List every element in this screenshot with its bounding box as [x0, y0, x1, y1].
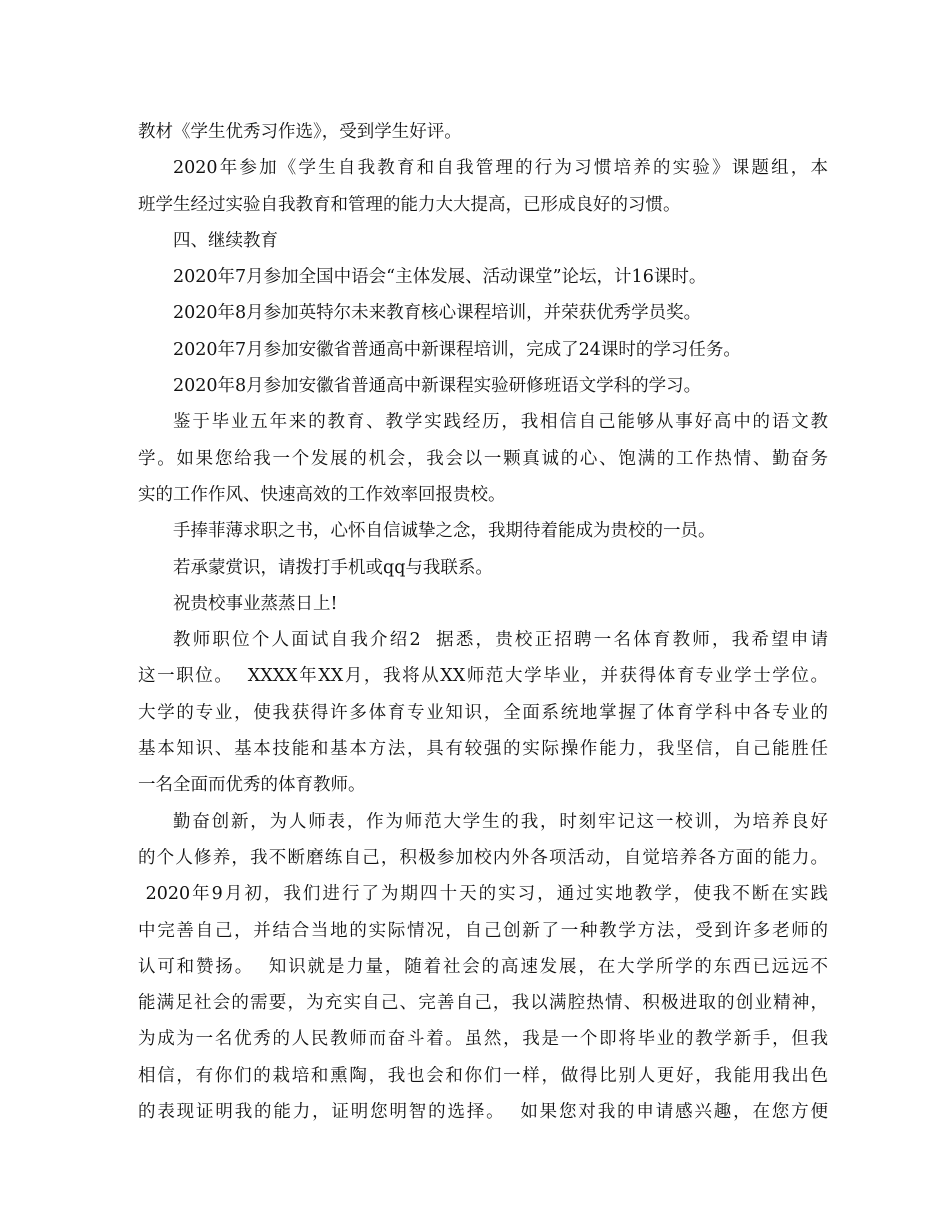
text-line: 勤奋创新，为人师表，作为师范大学生的我，时刻牢记这一校训，为培养良好	[173, 811, 828, 832]
text-line: 为成为一名优秀的人民教师而奋斗着。虽然，我是一个即将毕业的教学新手，但我	[138, 1029, 828, 1050]
text-line: 能满足社会的需要，为充实自己、完善自己，我以满腔热情、积极进取的创业精神，	[138, 993, 828, 1014]
text-line: 的个人修养，我不断磨练自己，积极参加校内外各项活动，自觉培养各方面的能力。	[138, 847, 828, 868]
text-line: 2020年8月参加安徽省普通高中新课程实验研修班语文学科的学习。	[173, 376, 702, 397]
text-line: 2020年参加《学生自我教育和自我管理的行为习惯培养的实验》课题组，本	[173, 158, 828, 179]
text-line: 中完善自己，并结合当地的实际情况，自己创新了一种教学方法，受到许多老师的	[138, 920, 828, 941]
text-line: 实的工作作风、快速高效的工作效率回报贵校。	[138, 484, 506, 505]
text-line: 手捧菲薄求职之书，心怀自信诚挚之念，我期待着能成为贵校的一员。	[173, 521, 716, 542]
text-line: 若承蒙赏识，请拨打手机或qq与我联系。	[173, 557, 493, 578]
text-line: 2020年7月参加安徽省普通高中新课程培训，完成了24课时的学习任务。	[173, 339, 741, 360]
text-line: 的表现证明我的能力，证明您明智的选择。 如果您对我的申请感兴趣，在您方便	[138, 1102, 828, 1123]
text-line: 2020年8月参加英特尔未来教育核心课程培训，并荣获优秀学员奖。	[173, 303, 702, 324]
text-line: 鉴于毕业五年来的教育、教学实践经历，我相信自己能够从事好高中的语文教	[173, 412, 828, 433]
text-line: 这一职位。 XXXX年XX月，我将从XX师范大学毕业，并获得体育专业学士学位。	[138, 666, 828, 687]
text-line: 学。如果您给我一个发展的机会，我会以一颗真诚的心、饱满的工作热情、勤奋务	[138, 448, 828, 469]
text-line: 祝贵校事业蒸蒸日上!	[173, 593, 338, 614]
document-body	[138, 114, 828, 1130]
text-line: 2020年7月参加全国中语会“主体发展、活动课堂”论坛，计16课时。	[173, 267, 707, 288]
text-line: 一名全面而优秀的体育教师。	[138, 775, 366, 796]
text-line: 四、继续教育	[173, 230, 278, 251]
text-line: 相信，有你们的栽培和熏陶，我也会和你们一样，做得比别人更好，我能用我出色	[138, 1065, 828, 1086]
text-line: 教师职位个人面试自我介绍2 据悉，贵校正招聘一名体育教师，我希望申请	[173, 630, 828, 651]
text-line: 认可和赞扬。 知识就是力量，随着社会的高速发展，在大学所学的东西已远远不	[138, 956, 828, 977]
text-line: 大学的专业，使我获得许多体育专业知识，全面系统地掌握了体育学科中各专业的	[138, 702, 828, 723]
text-line: 2020年9月初，我们进行了为期四十天的实习，通过实地教学，使我不断在实践	[138, 884, 828, 905]
text-line: 教材《学生优秀习作选》，受到学生好评。	[138, 122, 462, 142]
text-line: 班学生经过实验自我教育和管理的能力大大提高，已形成良好的习惯。	[138, 194, 681, 215]
text-line: 基本知识、基本技能和基本方法，具有较强的实际操作能力，我坚信，自己能胜任	[138, 739, 828, 760]
